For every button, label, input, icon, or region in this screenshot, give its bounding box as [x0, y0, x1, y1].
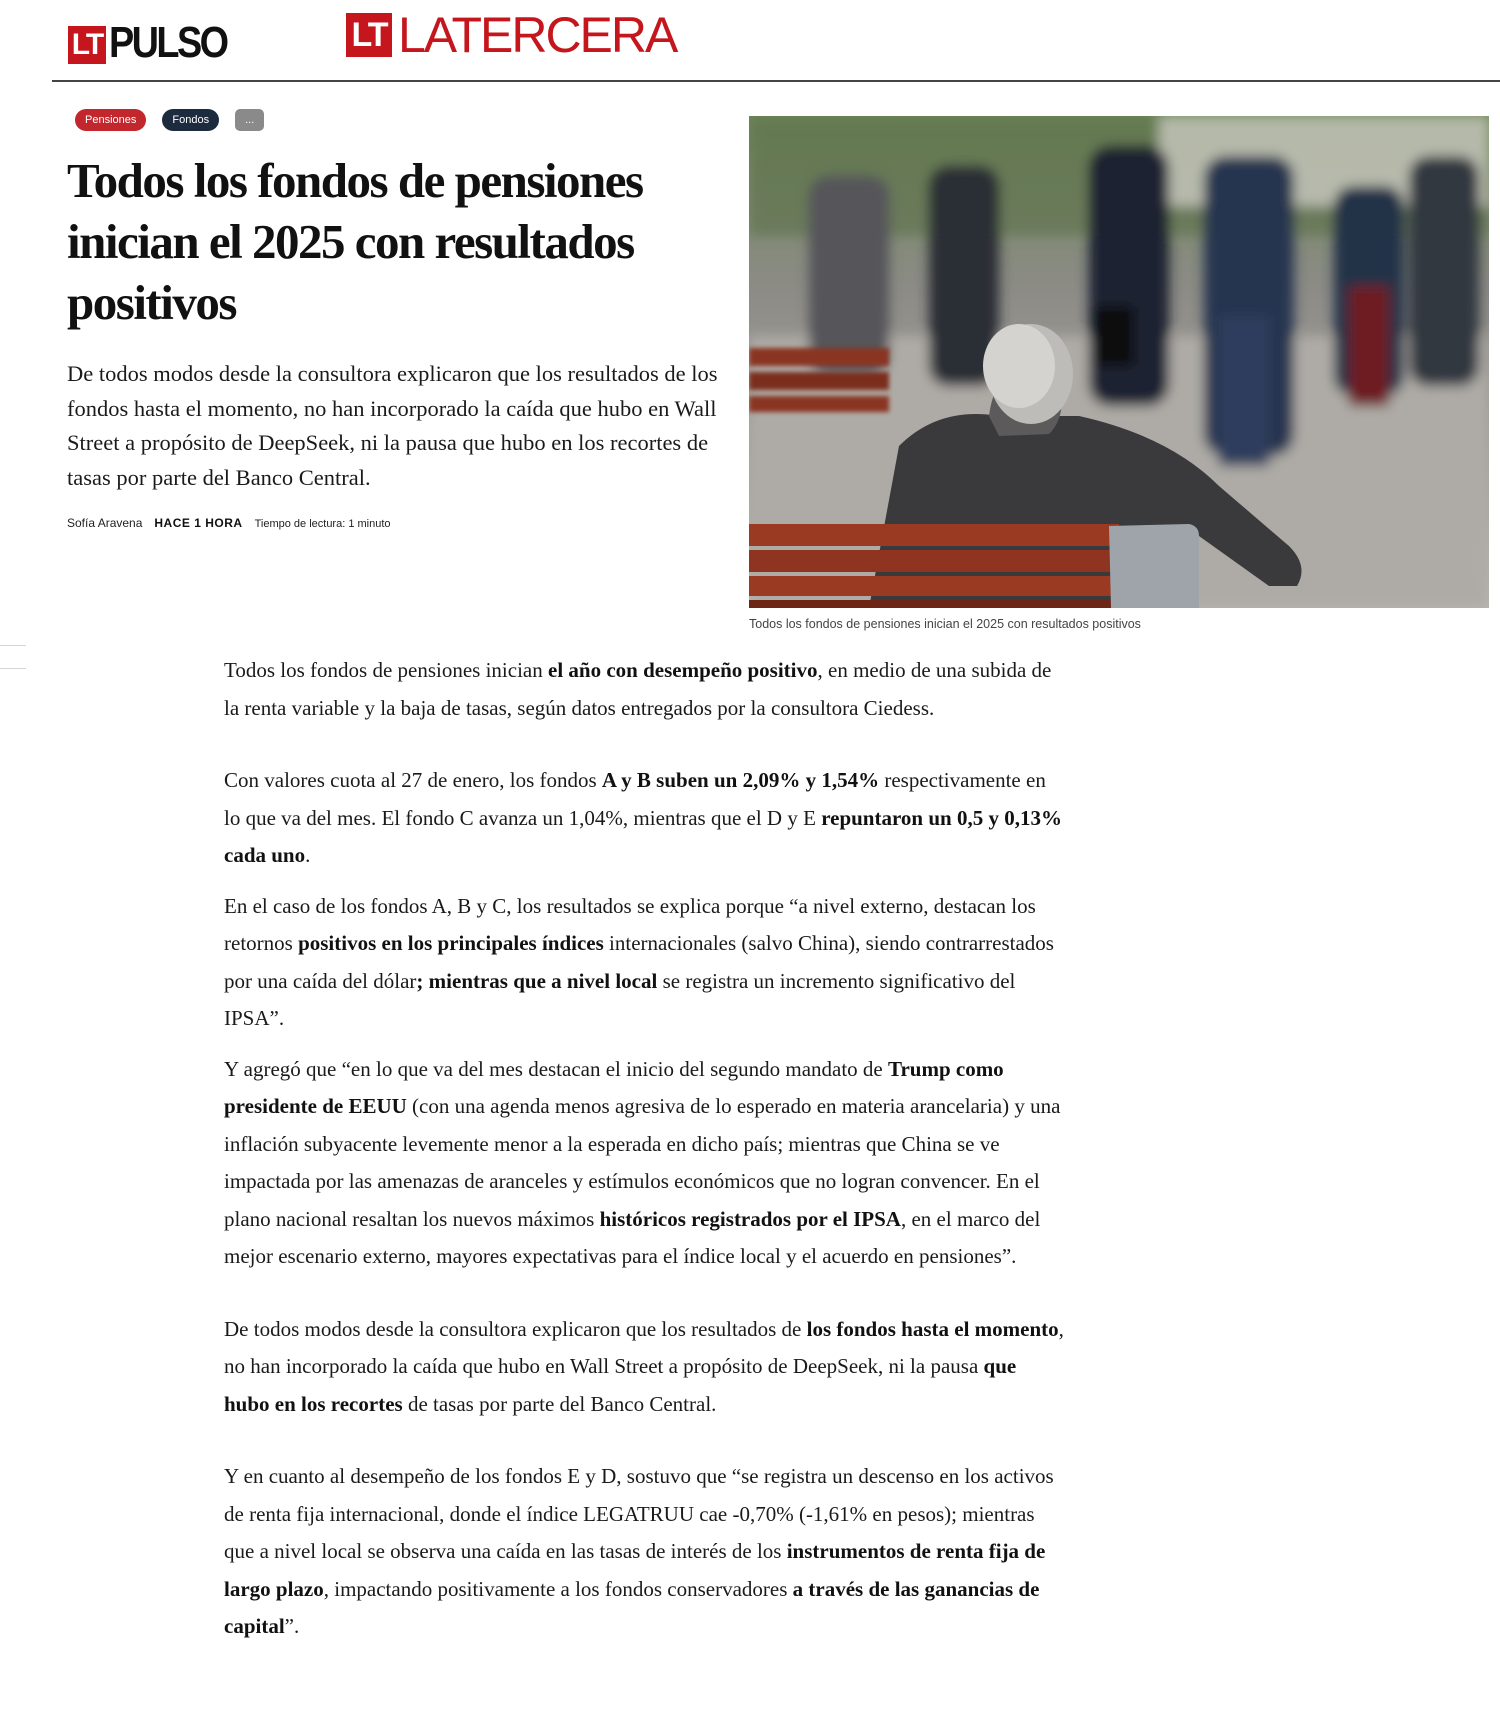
body-text: Con valores cuota al 27 de enero, los fondos	[224, 768, 602, 792]
body-bold: el año con desempeño positivo	[548, 658, 818, 682]
body-text: , en medio de una subida de la renta variable y la baja de tasas, según datos entregados por la consultora Ciedess.	[224, 658, 1052, 720]
body-bold: repuntaron un 0,5 y 0,13% cada uno	[224, 805, 1062, 867]
body-text: Y agregó que “en lo que va del mes destacan el inicio del segundo mandato de	[224, 1056, 888, 1081]
article-dek: De todos modos desde la consultora explicaron que los resultados de los fondos hasta el momento, no han incorporado la caída que hubo en Wall Street a propósito de DeepSeek, ni la pausa que hubo en los recortes de tasas por parte del Banco Central.	[67, 361, 718, 490]
body-paragraph	[224, 1458, 1064, 1646]
tag-pensiones[interactable]: Pensiones	[75, 109, 146, 131]
body-text: De todos modos desde la consultora explicaron que los resultados de	[224, 1316, 807, 1341]
latercera-logo[interactable]	[346, 7, 677, 63]
publish-time: HACE 1 HORA	[154, 516, 243, 530]
body-text: de tasas por parte del Banco Central.	[402, 1391, 717, 1416]
tag-more[interactable]: ...	[235, 109, 264, 131]
body-bold: ; mientras que a nivel local	[416, 968, 658, 993]
body-bold: que hubo en los recortes	[224, 1354, 1017, 1416]
body-paragraph	[224, 762, 1064, 875]
body-bold: instrumentos de renta fija de largo plazo	[224, 1539, 1046, 1601]
body-text: (con una agenda menos agresiva de lo esperado en materia arancelaria) y una inflación subyacente levemente menor a la esperada en dicho país; mientras que China se ve impactada por las amenazas de aranceles y estímulos económicos que no logran convencer. En el plano nacional resaltan los nuevos máximos	[224, 1094, 1061, 1231]
pulso-logo-word: PULSO	[109, 18, 227, 67]
body-text: internacionales (salvo China), siendo contrarrestados por una caída del dólar	[224, 931, 1054, 993]
image-caption: Todos los fondos de pensiones inician el 2025 con resultados positivos	[749, 617, 1141, 631]
body-text: , impactando positivamente a los fondos conservadores	[323, 1576, 793, 1601]
site-header	[0, 0, 1500, 82]
latercera-logo-word: LATERCERA	[398, 7, 677, 63]
article-title: Todos los fondos de pensiones inician el 2025 con resultados positivos	[67, 153, 643, 330]
pulso-logo[interactable]	[68, 18, 246, 68]
body-text: respectivamente en lo que va del mes. El fondo C avanza un 1,04%, mientras que el D y E	[224, 768, 1046, 830]
body-text: Y en cuanto al desempeño de los fondos E y D, sostuvo que “se registra un descenso en los activos de renta fija internacional, donde el índice LEGATRUU cae -0,70% (-1,61% en pesos); mientras que a nivel local se observa una caída en las tasas de interés de los	[224, 1464, 1054, 1563]
byline	[67, 516, 391, 530]
body-paragraph	[224, 1311, 1064, 1424]
tag-list	[75, 109, 264, 131]
body-text: Todos los fondos de pensiones inician	[224, 658, 548, 682]
tag-fondos[interactable]: Fondos	[162, 109, 219, 131]
author-name[interactable]: Sofía Aravena	[67, 516, 143, 530]
pulso-logo-box: LT	[68, 26, 106, 64]
body-text: En el caso de los fondos A, B y C, los resultados se explica porque “a nivel externo, destacan los retornos	[224, 893, 1036, 955]
hero-image[interactable]	[749, 116, 1489, 608]
body-text: ”.	[284, 1614, 300, 1638]
body-bold: A y B suben un 2,09% y 1,54%	[601, 768, 880, 792]
body-bold: históricos registrados por el IPSA	[599, 1206, 901, 1231]
body-paragraph	[224, 888, 1064, 1038]
latercera-logo-box: LT	[346, 13, 392, 57]
hero-photo-illustration	[749, 116, 1489, 608]
header-divider	[52, 80, 1500, 82]
reading-time: Tiempo de lectura: 1 minuto	[254, 518, 391, 530]
body-text: se registra un incremento significativo del IPSA”.	[224, 968, 1016, 1030]
article-body	[224, 652, 1064, 1646]
body-paragraph	[224, 652, 1064, 727]
left-edge-mark	[0, 645, 26, 646]
body-text: .	[305, 843, 311, 867]
body-bold: los fondos hasta el momento	[806, 1316, 1059, 1341]
body-bold: positivos en los principales índices	[298, 931, 604, 955]
body-text: , no han incorporado la caída que hubo en Wall Street a propósito de DeepSeek, ni la pausa	[224, 1316, 1064, 1378]
body-text: , en el marco del mejor escenario externo, mayores expectativas para el índice local y el acuerdo en pensiones”.	[224, 1206, 1041, 1268]
body-bold: Trump como presidente de EEUU	[224, 1056, 1004, 1118]
left-edge-mark	[0, 668, 26, 669]
body-paragraph	[224, 1051, 1064, 1276]
body-bold: a través de las ganancias de capital	[224, 1576, 1040, 1638]
